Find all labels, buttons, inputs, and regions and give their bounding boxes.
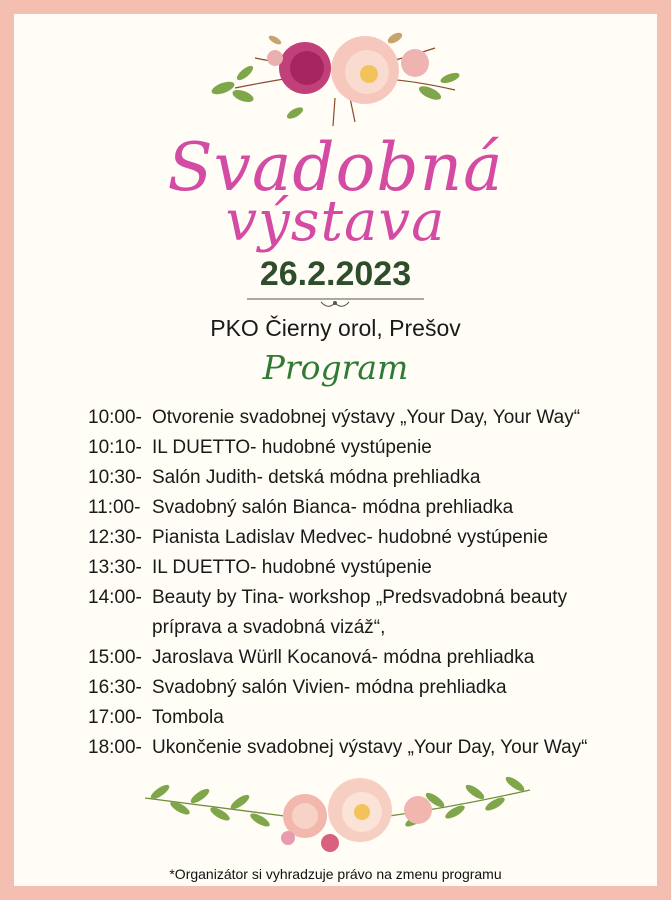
floral-garland-bottom [140, 758, 535, 858]
schedule-time: 12:30- [88, 527, 142, 548]
schedule-description: Svadobný salón Vivien- módna prehliadka [152, 677, 507, 698]
schedule-time: 10:10- [88, 437, 142, 458]
schedule-description: Pianista Ladislav Medvec- hudobné vystúpenie [152, 527, 549, 548]
schedule-time: 10:30- [88, 467, 142, 488]
event-title-line1: Svadobná [167, 129, 504, 206]
schedule-item [88, 643, 648, 673]
ornamental-divider-icon [245, 294, 426, 312]
schedule-description: IL DUETTO- hudobné vystúpenie [152, 437, 432, 458]
schedule-item [88, 553, 648, 583]
floral-bouquet-top [195, 18, 475, 130]
schedule-description: Svadobný salón Bianca- módna prehliadka [152, 497, 514, 518]
schedule-time: 17:00- [88, 707, 142, 728]
schedule-time: 16:30- [88, 677, 142, 698]
schedule-description: Jaroslava Würll Kocanová- módna prehliadka [152, 647, 535, 668]
schedule-item [88, 673, 648, 703]
schedule-time: 15:00- [88, 647, 142, 668]
schedule-item-continuation [88, 613, 648, 643]
schedule-time: 18:00- [88, 737, 142, 758]
schedule-item [88, 493, 648, 523]
organizer-footnote: *Organizátor si vyhradzuje právo na zmenu programu [169, 866, 502, 882]
event-venue: PKO Čierny orol, Prešov [210, 315, 461, 341]
schedule-item [88, 403, 648, 433]
schedule-description: Tombola [152, 707, 224, 728]
schedule-time: 13:30- [88, 557, 142, 578]
schedule-time [88, 613, 152, 643]
program-heading: Program [262, 348, 409, 387]
schedule-time: 11:00- [88, 497, 141, 518]
schedule-description: Otvorenie svadobnej výstavy „Your Day, Your Way“ [152, 407, 581, 428]
event-date: 26.2.2023 [259, 255, 412, 293]
schedule-description: IL DUETTO- hudobné vystúpenie [152, 557, 432, 578]
schedule-description: príprava a svadobná vizáž“, [152, 617, 386, 638]
schedule-item [88, 433, 648, 463]
schedule-item [88, 703, 648, 733]
schedule-time: 14:00- [88, 587, 142, 608]
schedule-description: Salón Judith- detská módna prehliadka [152, 467, 481, 488]
schedule-description: Beauty by Tina- workshop „Predsvadobná beauty [152, 587, 568, 608]
schedule-description: Ukončenie svadobnej výstavy „Your Day, Your Way“ [152, 737, 588, 758]
event-title-line2: výstava [225, 189, 446, 254]
schedule-item [88, 523, 648, 553]
schedule-item [88, 463, 648, 493]
program-schedule [88, 403, 648, 763]
schedule-time: 10:00- [88, 407, 142, 428]
schedule-item [88, 583, 648, 613]
